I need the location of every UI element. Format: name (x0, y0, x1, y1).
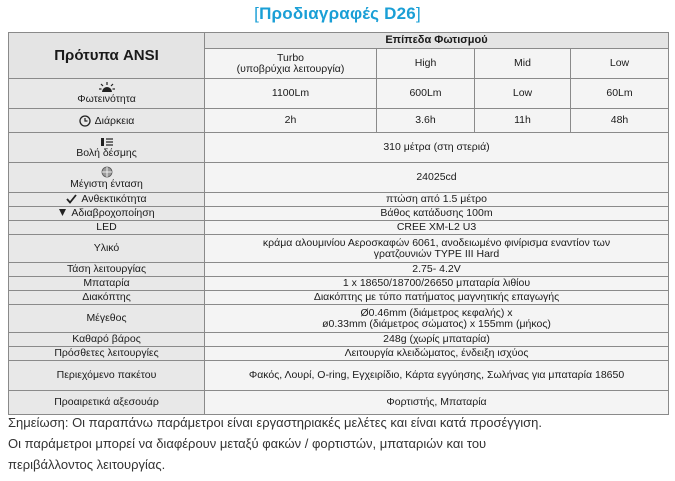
brightness-high: 600Lm (377, 79, 475, 109)
checkmark-icon (66, 194, 77, 204)
package-row (9, 361, 669, 391)
material-value (205, 235, 669, 263)
intensity-label-cell (9, 163, 205, 193)
beam-label-cell (9, 133, 205, 163)
beam-value: 310 μέτρα (στη στεριά) (205, 133, 669, 163)
impact-row (9, 193, 669, 207)
battery-label: Μπαταρία (9, 277, 205, 291)
beam-icon (100, 137, 114, 147)
led-value: CREE XM-L2 U3 (205, 221, 669, 235)
switch-row (9, 291, 669, 305)
levels-header: Επίπεδα Φωτισμού (205, 33, 669, 49)
footnote-line3: περιβάλλοντος λειτουργίας. (8, 457, 166, 472)
intensity-value: 24025cd (205, 163, 669, 193)
functions-row (9, 347, 669, 361)
footnote-line1: Σημείωση: Οι παραπάνω παράμετροι είναι εργαστηριακές μελέτες και είναι κατά προσέγγιση. (8, 415, 543, 430)
weight-label: Καθαρό βάρος (9, 333, 205, 347)
size-label: Μέγεθος (9, 305, 205, 333)
mode-turbo-name: Turbo (276, 51, 305, 64)
mode-turbo (205, 49, 377, 79)
voltage-row (9, 263, 669, 277)
page-title (0, 4, 675, 24)
beam-label: Βολή δέσμης (76, 146, 137, 159)
functions-label: Πρόσθετες λειτουργίες (9, 347, 205, 361)
beam-row (9, 133, 669, 163)
clock-icon (79, 115, 91, 127)
material-line1: κράμα αλουμινίου Αεροσκαφών 6061, ανοδειωμένο φινίρισμα εναντίον των (262, 236, 611, 249)
footnote (8, 412, 670, 475)
impact-label: Ανθεκτικότητα (81, 193, 147, 205)
runtime-turbo: 2h (205, 109, 377, 133)
runtime-mid: 11h (475, 109, 571, 133)
runtime-label-cell (9, 109, 205, 133)
weight-row (9, 333, 669, 347)
package-label: Περιεχόμενο πακέτου (9, 361, 205, 391)
led-row (9, 221, 669, 235)
brightness-mid: Low (475, 79, 571, 109)
waterproof-label: Αδιαβροχοποίηση (71, 207, 155, 219)
runtime-label: Διάρκεια (94, 114, 135, 127)
voltage-value: 2.75- 4.2V (205, 263, 669, 277)
battery-row (9, 277, 669, 291)
size-line2: ø0.33mm (διάμετρος σώματος) x 155mm (μήκος) (322, 317, 551, 330)
waterproof-value: Βάθος κατάδυσης 100m (205, 207, 669, 221)
title-bracket-close: ] (415, 4, 421, 23)
accessories-value: Φορτιστής, Μπαταρία (205, 391, 669, 415)
size-line1: Ø0.46mm (διάμετρος κεφαλής) x (360, 306, 513, 319)
mode-high: High (377, 49, 475, 79)
footnote-line2: Οι παράμετροι μπορεί να διαφέρουν μεταξύ φακών / φορτιστών, μπαταριών και του (8, 436, 487, 451)
switch-value: Διακόπτης με τύπο πατήματος μαγνητικής επαγωγής (205, 291, 669, 305)
size-value (205, 305, 669, 333)
brightness-turbo: 1100Lm (205, 79, 377, 109)
runtime-high: 3.6h (377, 109, 475, 133)
intensity-row (9, 163, 669, 193)
mode-mid: Mid (475, 49, 571, 79)
runtime-row (9, 109, 669, 133)
functions-value: Λειτουργία κλειδώματος, ένδειξη ισχύος (205, 347, 669, 361)
water-drop-icon (58, 208, 67, 218)
impact-label-cell (9, 193, 205, 207)
voltage-label: Τάση λειτουργίας (9, 263, 205, 277)
size-row (9, 305, 669, 333)
header-row (9, 33, 669, 49)
spec-table (8, 32, 669, 415)
title-text: Προδιαγραφές D26 (259, 4, 416, 23)
brightness-label: Φωτεινότητα (77, 93, 136, 105)
material-label: Υλικό (9, 235, 205, 263)
brightness-label-cell (9, 79, 205, 109)
intensity-label: Μέγιστη ένταση (70, 177, 143, 190)
material-line2: γρατζουνιών TYPE III Hard (373, 247, 500, 260)
impact-value: πτώση από 1.5 μέτρο (205, 193, 669, 207)
accessories-row (9, 391, 669, 415)
ansi-header: Πρότυπα ANSI (9, 33, 205, 79)
weight-value: 248g (χωρίς μπαταρία) (205, 333, 669, 347)
runtime-low: 48h (571, 109, 669, 133)
waterproof-label-cell (9, 207, 205, 221)
brightness-low: 60Lm (571, 79, 669, 109)
material-row (9, 235, 669, 263)
title-bracket-open: [ (254, 4, 260, 23)
package-value: Φακός, Λουρί, O-ring, Εγχειρίδιο, Κάρτα εγγύησης, Σωλήνας για μπαταρία 18650 (205, 361, 669, 391)
mode-low: Low (571, 49, 669, 79)
sun-icon (99, 82, 115, 93)
brightness-row (9, 79, 669, 109)
switch-label: Διακόπτης (9, 291, 205, 305)
mode-turbo-note: (υποβρύχια λειτουργία) (236, 62, 345, 75)
battery-value: 1 x 18650/18700/26650 μπαταρία λιθίου (205, 277, 669, 291)
accessories-label: Προαιρετικά αξεσουάρ (9, 391, 205, 415)
waterproof-row (9, 207, 669, 221)
intensity-icon (101, 166, 113, 178)
led-label: LED (9, 221, 205, 235)
